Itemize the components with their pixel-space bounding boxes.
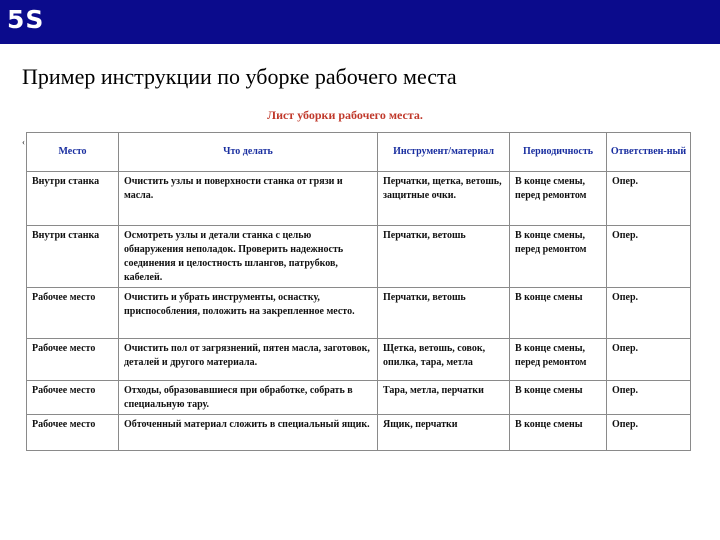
sheet-title (0, 108, 690, 123)
column-header-action: Что делать (119, 133, 378, 172)
table-row (27, 172, 691, 226)
cell-responsible: Опер. (607, 288, 691, 339)
sheet-title-text: Лист уборки рабочего места. (267, 108, 423, 122)
table-row (27, 226, 691, 288)
cell-place: Рабочее место (27, 415, 119, 451)
cell-action: Очистить и убрать инструменты, оснастку, приспособления, положить на закрепленное место. (119, 288, 378, 339)
cell-place: Рабочее место (27, 288, 119, 339)
cell-tool: Щетка, ветошь, совок, опилка, тара, метла (378, 339, 510, 381)
cell-tool: Тара, метла, перчатки (378, 381, 510, 415)
table-row (27, 381, 691, 415)
cell-responsible: Опер. (607, 226, 691, 288)
cell-place: Рабочее место (27, 339, 119, 381)
cell-tool: Перчатки, щетка, ветошь, защитные очки. (378, 172, 510, 226)
cell-period: В конце смены (510, 415, 607, 451)
cell-action: Обточенный материал сложить в специальный ящик. (119, 415, 378, 451)
cell-place: Внутри станка (27, 172, 119, 226)
cell-period: В конце смены, перед ремонтом (510, 172, 607, 226)
table-row (27, 288, 691, 339)
cell-place: Внутри станка (27, 226, 119, 288)
cell-period: В конце смены, перед ремонтом (510, 339, 607, 381)
column-header-tool: Инструмент/материал (378, 133, 510, 172)
cell-tool: Ящик, перчатки (378, 415, 510, 451)
cell-responsible: Опер. (607, 172, 691, 226)
cell-period: В конце смены (510, 381, 607, 415)
cell-responsible: Опер. (607, 339, 691, 381)
column-header-responsible: Ответствен-ный (607, 133, 691, 172)
table-header-row (27, 133, 691, 172)
cell-tool: Перчатки, ветошь (378, 288, 510, 339)
cleaning-table (26, 132, 691, 451)
header-title: 5S (7, 5, 45, 34)
table-row (27, 415, 691, 451)
cell-period: В конце смены, перед ремонтом (510, 226, 607, 288)
slide-subtitle: Пример инструкции по уборке рабочего места (22, 64, 457, 89)
cell-period: В конце смены (510, 288, 607, 339)
cell-action: Очистить пол от загрязнений, пятен масла, заготовок, деталей и другого материала. (119, 339, 378, 381)
cell-place: Рабочее место (27, 381, 119, 415)
table-row (27, 339, 691, 381)
cell-responsible: Опер. (607, 415, 691, 451)
cell-tool: Перчатки, ветошь (378, 226, 510, 288)
cell-action: Очистить узлы и поверхности станка от грязи и масла. (119, 172, 378, 226)
header-bar (0, 0, 720, 44)
cell-action: Осмотреть узлы и детали станка с целью обнаружения неполадок. Проверить надежность соединения и целостность шлангов, патрубков, кабелей. (119, 226, 378, 288)
cell-responsible: Опер. (607, 381, 691, 415)
cell-action: Отходы, образовавшиеся при обработке, собрать в специальную тару. (119, 381, 378, 415)
column-header-period: Периодичность (510, 133, 607, 172)
column-header-place: Место (27, 133, 119, 172)
stray-mark: ‹ (22, 137, 25, 147)
